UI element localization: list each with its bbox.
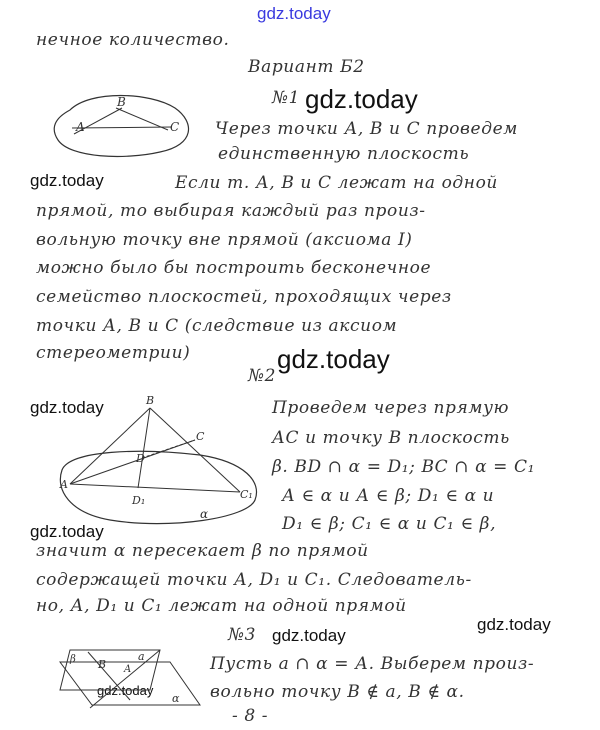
watermark: gdz.today [272, 626, 346, 645]
watermark: gdz.today [277, 344, 390, 374]
label-a-line: a [138, 650, 145, 663]
watermark-top: gdz.today [257, 4, 331, 23]
label-alpha: α [172, 692, 180, 705]
text-line: вольную точку вне прямой (аксиома I) [36, 230, 413, 250]
label-b: B [146, 394, 155, 407]
text-line: семейство плоскостей, проходящих через [36, 287, 452, 307]
watermark: gdz.today [477, 615, 551, 634]
text-line: β. ВD ∩ α = D₁; ВС ∩ α = С₁ [272, 457, 536, 477]
label-beta: β [70, 654, 76, 665]
text-line: Проведем через прямую [272, 398, 510, 418]
text-line: АС и точку В плоскость [272, 428, 510, 448]
label-a: A [76, 120, 85, 134]
watermark: gdz.today [30, 522, 104, 541]
text-line: А ∈ α и А ∈ β; D₁ ∈ α и [282, 486, 495, 506]
label-a-point: A [124, 664, 132, 675]
watermark: gdz.today [30, 171, 104, 190]
label-d1: D₁ [132, 494, 146, 507]
task-number: №3 [228, 625, 257, 645]
text-line: нечное количество. [36, 30, 230, 50]
text-line: D₁ ∈ β; С₁ ∈ α и С₁ ∈ β, [282, 514, 497, 534]
watermark: gdz.today [305, 84, 418, 114]
text-line: значит α пересекает β по прямой [36, 541, 369, 561]
task-number: №1 [272, 88, 301, 108]
page-number: - 8 - [232, 706, 269, 726]
label-c1: C₁ [240, 488, 253, 501]
text-line: точки А, В и С (следствие из аксиом [36, 316, 398, 336]
task-number: №2 [248, 366, 277, 386]
label-b: B [117, 95, 126, 109]
label-alpha: α [200, 507, 209, 521]
variant-heading: Вариант Б2 [248, 57, 365, 77]
text-line: но, А, D₁ и С₁ лежат на одной прямой [36, 596, 407, 616]
text-line: стереометрии) [36, 343, 191, 363]
text-line: можно было бы построить бесконечное [36, 258, 432, 278]
text-line: вольно точку В ∉ а, В ∉ α. [210, 682, 465, 702]
text-line: содержащей точки А, D₁ и С₁. Следователь- [36, 570, 472, 590]
label-b: B [98, 658, 107, 671]
text-line: Если т. А, В и С лежат на одной [175, 173, 498, 193]
label-c: C [196, 430, 205, 443]
label-a: A [60, 478, 68, 491]
label-c: C [170, 120, 180, 134]
watermark: gdz.today [30, 398, 104, 417]
text-line: прямой, то выбирая каждый раз произ- [36, 201, 426, 221]
label-d: D [136, 452, 145, 465]
text-line: единственную плоскость [218, 144, 470, 164]
text-line: Через точки А, В и С проведем [215, 119, 518, 139]
text-line: Пусть а ∩ α = А. Выберем произ- [210, 654, 535, 674]
watermark: gdz.today [97, 683, 154, 698]
